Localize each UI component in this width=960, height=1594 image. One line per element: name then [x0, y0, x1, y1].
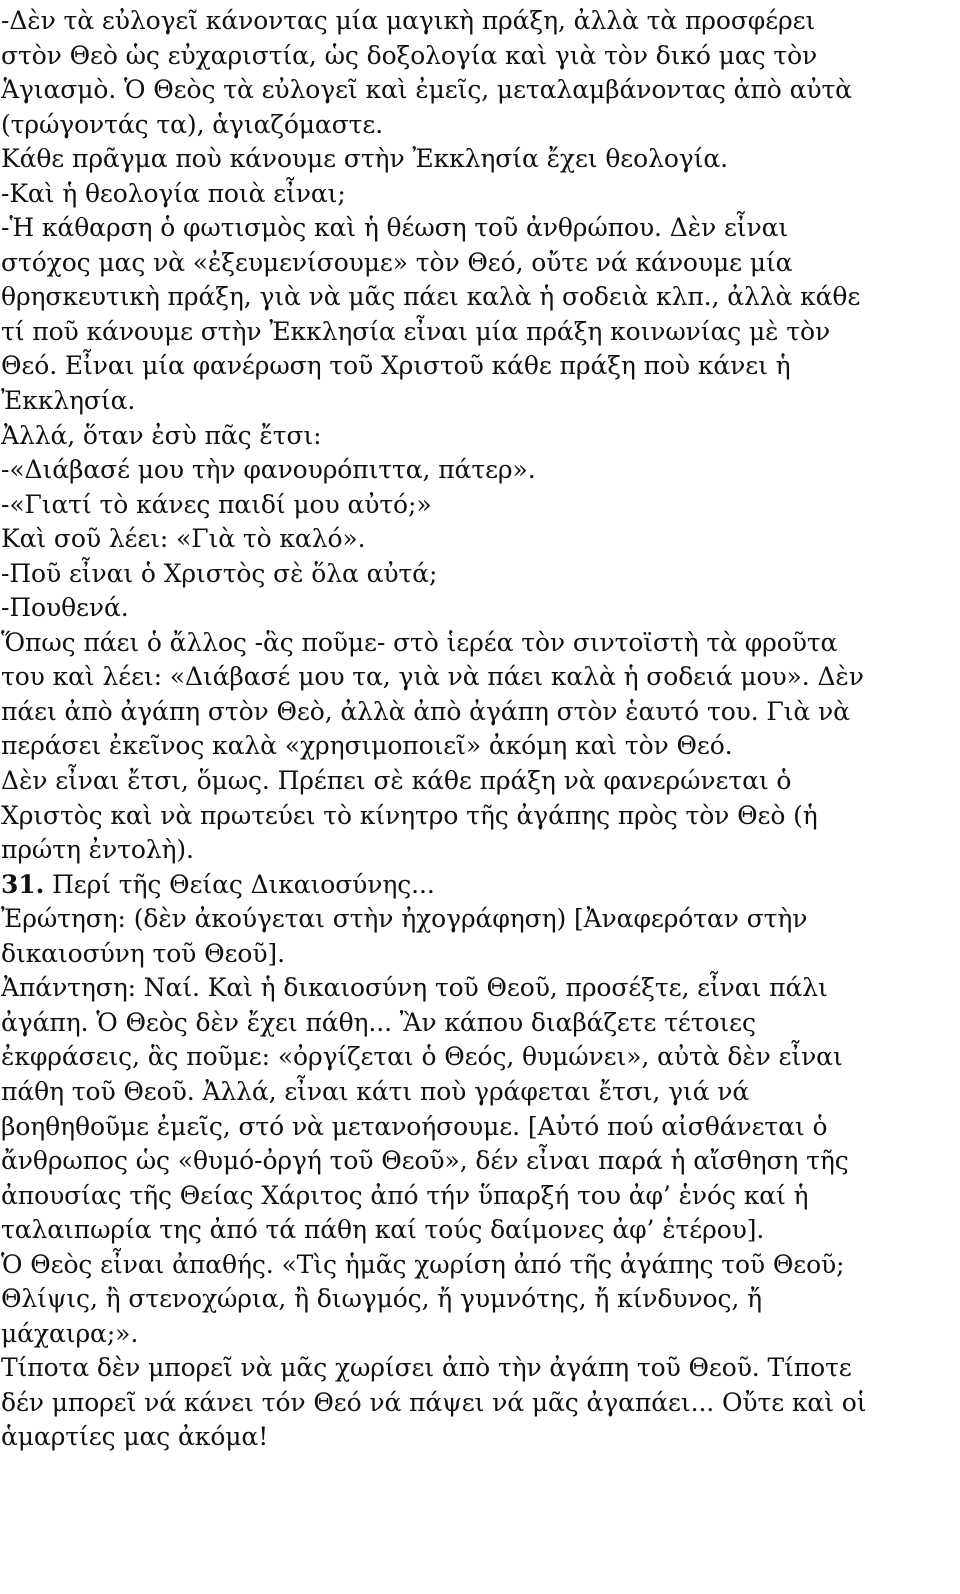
text-line: τί ποῦ κάνουμε στὴν Ἐκκλησία εἶναι μία πράξη κοινωνίας μὲ τὸν — [1, 316, 831, 346]
text-line: ἁμαρτίες μας ἀκόμα! — [1, 1422, 269, 1452]
text-line: μάχαιρα;». — [1, 1318, 139, 1348]
text-line: περάσει ἐκεῖνος καλὰ «χρησιμοποιεῖ» ἀκόμη καὶ τὸν Θεό. — [1, 731, 733, 761]
text-line: Ὁ Θεὸς εἶναι ἀπαθής. «Τὶς ἡμᾶς χωρίση ἀπό τῆς ἀγάπης τοῦ Θεοῦ; — [1, 1249, 845, 1279]
text-line: -«Γιατί τὸ κάνες παιδί μου αὐτό;» — [1, 489, 432, 519]
text-line: ἀπουσίας τῆς Θείας Χάριτος ἀπό τήν ὕπαρξή του ἀφ’ ἑνός καί ἡ — [1, 1180, 809, 1210]
text-line: ἄνθρωπος ὡς «θυμό-ὀργή τοῦ Θεοῦ», δέν εἶναι παρά ἡ αἴσθηση τῆς — [1, 1146, 849, 1176]
section-heading — [1, 868, 952, 903]
text-line: Τίποτα δὲν μπορεῖ νὰ μᾶς χωρίσει ἀπὸ τὴν ἀγάπη τοῦ Θεοῦ. Τίποτε — [1, 1353, 852, 1383]
text-line: δέν μπορεῖ νά κάνει τόν Θεό νά πάψει νά μᾶς ἀγαπάει... Οὔτε καὶ οἱ — [1, 1387, 867, 1417]
text-line: ἐκφράσεις, ἃς ποῦμε: «ὀργίζεται ὁ Θεός, θυμώνει», αὐτὰ δὲν εἶναι — [1, 1042, 843, 1072]
text-line: -Πουθενά. — [1, 593, 129, 623]
section-title: Περί τῆς Θείας Δικαιοσύνης... — [52, 869, 435, 899]
section-number: 31. — [1, 869, 45, 899]
text-line: Ἐκκλησία. — [1, 386, 136, 416]
text-line: βοηθηθοῦμε ἐμεῖς, στό νὰ μετανοήσουμε. [Αὐτό πού αἰσθάνεται ὁ — [1, 1111, 828, 1141]
text-line: Κάθε πρᾶγμα ποὺ κάνουμε στὴν Ἐκκλησία ἔχει θεολογία. — [1, 144, 728, 174]
text-line: Ἀπάντηση: Ναί. Καὶ ἡ δικαιοσύνη τοῦ Θεοῦ, προσέξτε, εἶναι πάλι — [1, 973, 828, 1003]
text-line: Χριστὸς καὶ νὰ πρωτεύει τὸ κίνητρο τῆς ἀγάπης πρὸς τὸν Θεὸ (ἡ — [1, 800, 818, 830]
text-line: Δὲν εἶναι ἔτσι, ὅμως. Πρέπει σὲ κάθε πράξη νὰ φανερώνεται ὁ — [1, 766, 792, 796]
text-line: πάθη τοῦ Θεοῦ. Ἀλλά, εἶναι κάτι ποὺ γράφεται ἔτσι, γιά νά — [1, 1076, 750, 1106]
text-line: (τρώγοντάς τα), ἁγιαζόμαστε. — [1, 109, 384, 139]
text-line: Ὅπως πάει ὁ ἄλλος -ἃς ποῦμε- στὸ ἱερέα τὸν σιντοϊστὴ τὰ φροῦτα — [1, 627, 838, 657]
text-line: Ἀλλά, ὅταν ἐσὺ πᾶς ἔτσι: — [1, 420, 322, 450]
text-line: πρώτη ἐντολὴ). — [1, 835, 194, 865]
text-line: στὸν Θεὸ ὡς εὐχαριστία, ὡς δοξολογία καὶ γιὰ τὸν δικό μας τὸν — [1, 40, 818, 70]
text-line: Θλίψις, ἢ στενοχώρια, ἢ διωγμός, ἤ γυμνότης, ἤ κίνδυνος, ἤ — [1, 1284, 762, 1314]
text-line: -Καὶ ἡ θεολογία ποιὰ εἶναι; — [1, 178, 346, 208]
text-line: δικαιοσύνη τοῦ Θεοῦ]. — [1, 938, 285, 968]
text-line: -Ἡ κάθαρση ὁ φωτισμὸς καὶ ἡ θέωση τοῦ ἀνθρώπου. Δὲν εἶναι — [1, 213, 789, 243]
text-line: Καὶ σοῦ λέει: «Γιὰ τὸ καλό». — [1, 524, 366, 554]
text-line: Θεό. Εἶναι μία φανέρωση τοῦ Χριστοῦ κάθε πράξη ποὺ κάνει ἡ — [1, 351, 791, 381]
text-line: Ἐρώτηση: (δὲν ἀκούγεται στὴν ἠχογράφηση) [Ἀναφερόταν στὴν — [1, 904, 808, 934]
text-line: πάει ἀπὸ ἀγάπη στὸν Θεὸ, ἀλλὰ ἀπὸ ἀγάπη στὸν ἑαυτό του. Γιὰ νὰ — [1, 696, 850, 726]
text-line: ταλαιπωρία της ἀπό τά πάθη καί τούς δαίμονες ἀφ’ ἑτέρου]. — [1, 1215, 765, 1245]
text-line: ἀγάπη. Ὁ Θεὸς δὲν ἔχει πάθη... Ἂν κάπου διαβάζετε τέτοιες — [1, 1007, 756, 1037]
text-line: -Δὲν τὰ εὐλογεῖ κάνοντας μία μαγικὴ πράξη, ἀλλὰ τὰ προσφέρει — [1, 6, 816, 35]
text-line: Ἁγιασμὸ. Ὁ Θεὸς τὰ εὐλογεῖ καὶ ἐμεῖς, μεταλαμβάνοντας ἀπὸ αὐτὰ — [1, 75, 852, 105]
text-line: -Ποῦ εἶναι ὁ Χριστὸς σὲ ὅλα αὐτά; — [1, 558, 438, 588]
text-line: στόχος μας νὰ «ἐξευμενίσουμε» τὸν Θεό, οὔτε νά κάνουμε μία — [1, 247, 793, 277]
text-line: θρησκευτικὴ πράξη, γιὰ νὰ μᾶς πάει καλὰ ἡ σοδειὰ κλπ., ἀλλὰ κάθε — [1, 282, 861, 312]
text-line: -«Διάβασέ μου τὴν φανουρόπιττα, πάτερ». — [1, 455, 536, 485]
text-line: του καὶ λέει: «Διάβασέ μου τα, γιὰ νὰ πάει καλὰ ἡ σοδειά μου». Δὲν — [1, 662, 864, 692]
